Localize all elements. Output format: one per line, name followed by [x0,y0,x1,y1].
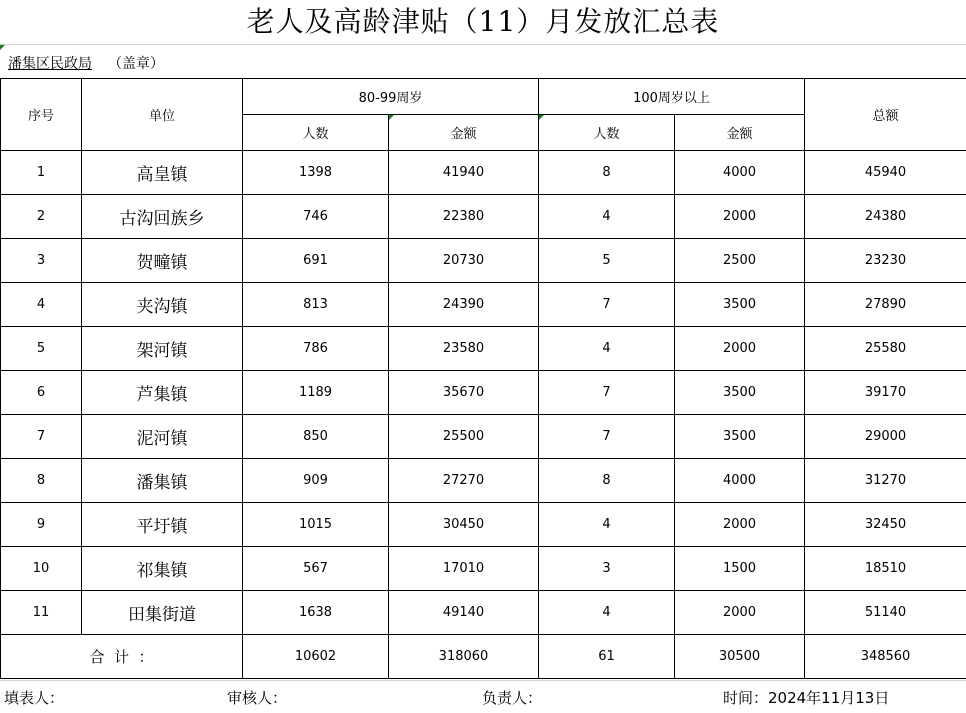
cell-unit: 祁集镇 [82,547,243,591]
cell-b-amount: 4000 [675,151,805,195]
cell-seq: 7 [1,415,82,459]
comment-marker-icon [389,115,394,120]
table-row [1,547,966,591]
cell-a-count: 786 [243,327,389,371]
header-b-amount: 金额 [675,115,805,151]
cell-b-count: 7 [539,415,675,459]
subheader [8,53,164,73]
header-group-100-plus: 100周岁以上 [539,79,805,115]
totals-a-amount: 318060 [389,635,539,679]
header-a-amount-label: 金额 [450,127,476,142]
table-row [1,503,966,547]
totals-total: 348560 [805,635,966,679]
cell-unit: 古沟回族乡 [82,195,243,239]
header-row [1,79,966,115]
cell-a-count: 1189 [243,371,389,415]
table-row [1,283,966,327]
cell-unit: 田集街道 [82,591,243,635]
time-label: 时间：2024年11月13日 [723,687,889,708]
comment-marker-icon [0,45,5,50]
header-b-count-label: 人数 [593,127,619,142]
cell-a-amount: 23580 [389,327,539,371]
cell-total: 51140 [805,591,966,635]
cell-b-count: 4 [539,327,675,371]
cell-unit: 芦集镇 [82,371,243,415]
cell-a-amount: 17010 [389,547,539,591]
cell-b-amount: 3500 [675,283,805,327]
totals-row [1,635,966,679]
comment-marker-icon [539,115,544,120]
cell-total: 31270 [805,459,966,503]
cell-b-amount: 2500 [675,239,805,283]
cell-seq: 1 [1,151,82,195]
cell-total: 32450 [805,503,966,547]
cell-unit: 泥河镇 [82,415,243,459]
filler-label: 填表人： [4,687,64,708]
cell-a-amount: 20730 [389,239,539,283]
cell-b-count: 7 [539,283,675,327]
header-total: 总额 [805,79,966,151]
cell-total: 27890 [805,283,966,327]
cell-seq: 6 [1,371,82,415]
cell-a-count: 909 [243,459,389,503]
cell-b-count: 5 [539,239,675,283]
cell-b-amount: 1500 [675,547,805,591]
totals-a-count: 10602 [243,635,389,679]
cell-unit: 高皇镇 [82,151,243,195]
cell-b-count: 8 [539,459,675,503]
cell-unit: 贺疃镇 [82,239,243,283]
table-row [1,239,966,283]
cell-a-amount: 27270 [389,459,539,503]
cell-a-count: 746 [243,195,389,239]
cell-b-count: 4 [539,195,675,239]
cell-b-amount: 3500 [675,371,805,415]
header-a-count: 人数 [243,115,389,151]
header-a-amount [389,115,539,151]
cell-b-amount: 2000 [675,503,805,547]
cell-seq: 8 [1,459,82,503]
org-name: 潘集区民政局 [8,56,108,72]
cell-total: 25580 [805,327,966,371]
table-row [1,591,966,635]
header-group-80-99: 80-99周岁 [243,79,539,115]
table-row [1,371,966,415]
totals-b-amount: 30500 [675,635,805,679]
cell-total: 18510 [805,547,966,591]
cell-a-amount: 30450 [389,503,539,547]
table-row [1,151,966,195]
table-row [1,195,966,239]
cell-total: 45940 [805,151,966,195]
cell-unit: 夹沟镇 [82,283,243,327]
cell-a-count: 813 [243,283,389,327]
cell-a-count: 850 [243,415,389,459]
cell-unit: 架河镇 [82,327,243,371]
cell-a-count: 1015 [243,503,389,547]
cell-a-count: 1398 [243,151,389,195]
summary-table [0,78,966,679]
table-row [1,415,966,459]
cell-seq: 9 [1,503,82,547]
cell-b-count: 3 [539,547,675,591]
header-b-count [539,115,675,151]
cell-seq: 5 [1,327,82,371]
cell-seq: 11 [1,591,82,635]
cell-a-amount: 49140 [389,591,539,635]
cell-unit: 潘集镇 [82,459,243,503]
table-row [1,327,966,371]
table-row [1,459,966,503]
cell-a-count: 1638 [243,591,389,635]
header-seq: 序号 [1,79,82,151]
cell-seq: 10 [1,547,82,591]
page-title: 老人及高龄津贴（11）月发放汇总表 [0,0,966,44]
signature-footer [0,680,966,713]
reviewer-label: 审核人： [227,687,287,708]
cell-total: 39170 [805,371,966,415]
cell-total: 24380 [805,195,966,239]
cell-b-amount: 2000 [675,195,805,239]
cell-a-amount: 25500 [389,415,539,459]
cell-b-amount: 4000 [675,459,805,503]
cell-total: 23230 [805,239,966,283]
totals-label: 合 计 ： [1,635,243,679]
cell-unit: 平圩镇 [82,503,243,547]
cell-a-count: 691 [243,239,389,283]
responsible-label: 负责人： [482,687,542,708]
cell-seq: 3 [1,239,82,283]
cell-b-count: 8 [539,151,675,195]
cell-b-count: 4 [539,503,675,547]
cell-seq: 4 [1,283,82,327]
cell-b-count: 7 [539,371,675,415]
cell-a-amount: 35670 [389,371,539,415]
cell-a-amount: 41940 [389,151,539,195]
cell-a-amount: 24390 [389,283,539,327]
cell-seq: 2 [1,195,82,239]
cell-b-amount: 2000 [675,327,805,371]
subheader-row [0,44,966,79]
cell-b-amount: 2000 [675,591,805,635]
cell-b-count: 4 [539,591,675,635]
seal-note: （盖章） [108,56,164,72]
cell-b-amount: 3500 [675,415,805,459]
cell-a-amount: 22380 [389,195,539,239]
cell-total: 29000 [805,415,966,459]
cell-a-count: 567 [243,547,389,591]
header-unit: 单位 [82,79,243,151]
totals-b-count: 61 [539,635,675,679]
